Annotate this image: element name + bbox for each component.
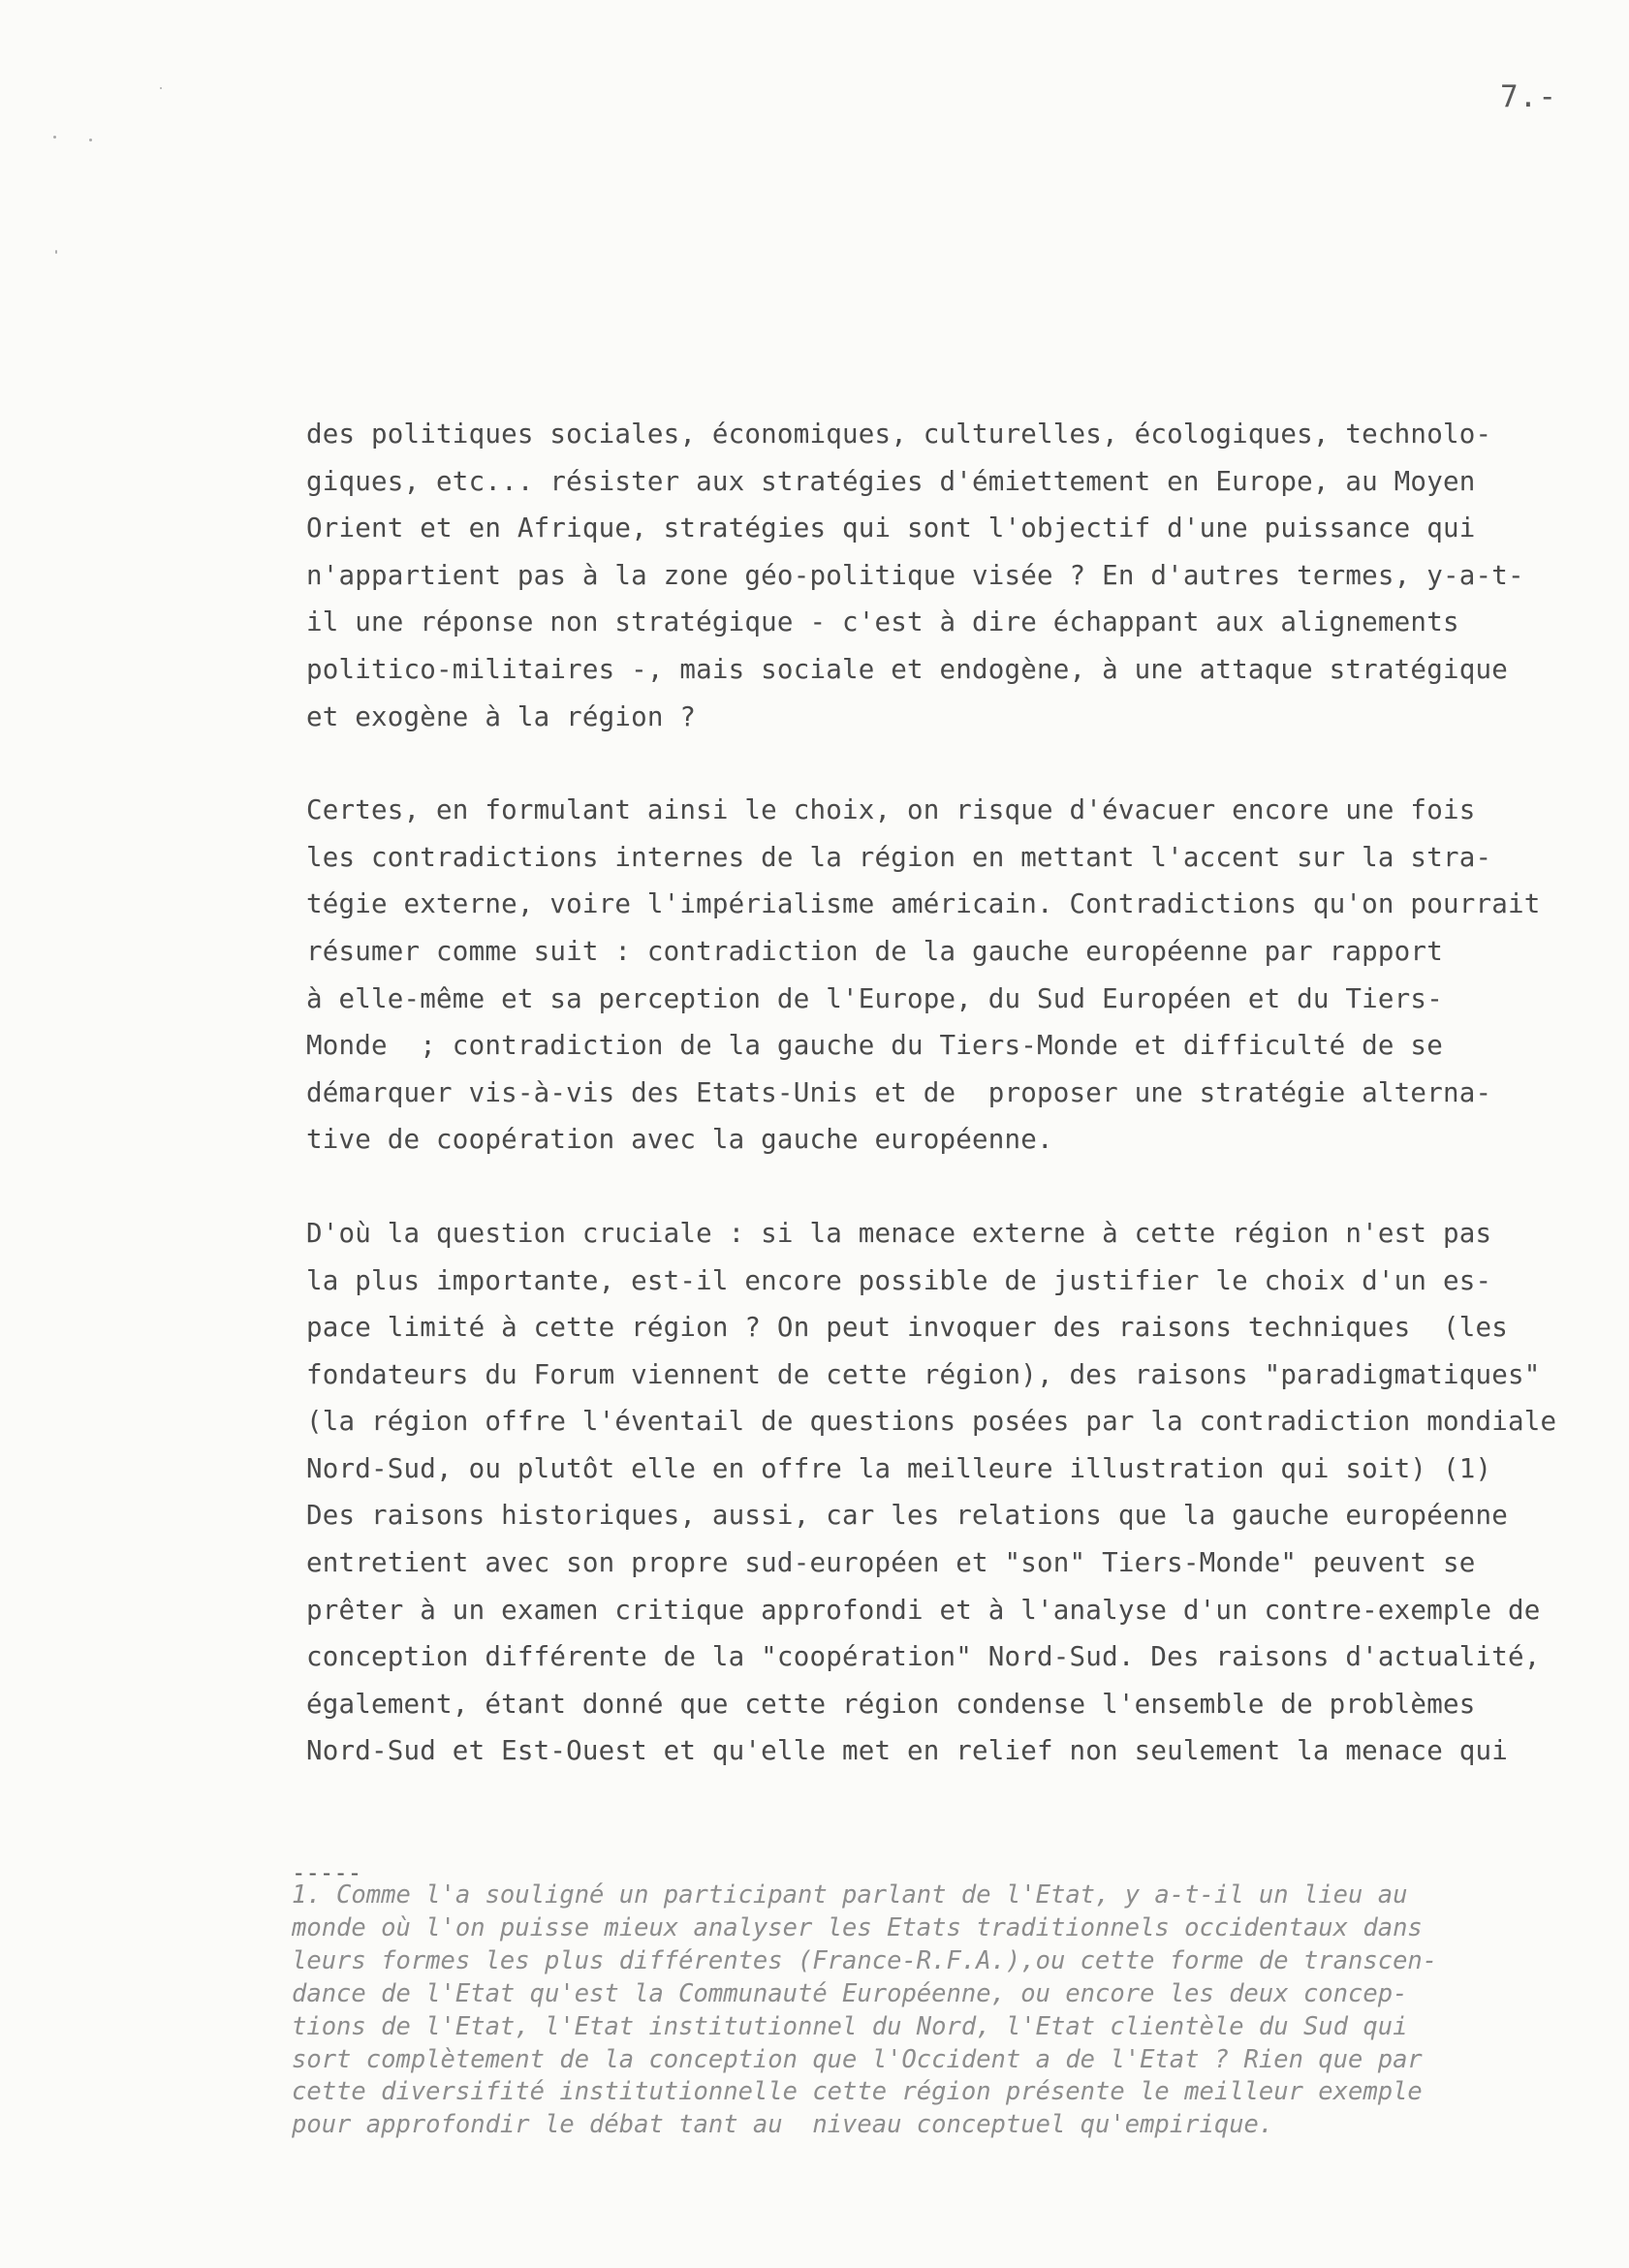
text-line: prêter à un examen critique approfondi et à l'analyse d'un contre-exemple de <box>306 1594 1541 1626</box>
text-line: Nord-Sud, ou plutôt elle en offre la meilleure illustration qui soit) (1) <box>306 1452 1492 1484</box>
text-line: Des raisons historiques, aussi, car les relations que la gauche européenne <box>306 1500 1508 1532</box>
footnote-line: leurs formes les plus différentes (France-R.F.A.),ou cette forme de transcen- <box>292 1945 1438 1975</box>
text-line: (la région offre l'éventail de questions posées par la contradiction mondiale <box>306 1406 1557 1438</box>
text-line: les contradictions internes de la région en mettant l'accent sur la stra- <box>306 841 1492 873</box>
footnote <box>292 1880 1551 2142</box>
footnote-line: pour approfondir le débat tant au niveau conceptuel qu'empirique. <box>292 2110 1274 2140</box>
text-line: démarquer vis-à-vis des Etats-Unis et de proposer une stratégie alterna- <box>306 1076 1492 1108</box>
text-line: des politiques sociales, économiques, culturelles, écologiques, technolo- <box>306 419 1492 450</box>
text-line: également, étant donné que cette région condense l'ensemble de problèmes <box>306 1688 1476 1720</box>
footnote-line: cette diversifité institutionnelle cette région présente le meilleur exemple <box>292 2077 1423 2107</box>
text-line: il une réponse non stratégique - c'est à dire échappant aux alignements <box>306 606 1459 638</box>
text-line: la plus importante, est-il encore possible de justifier le choix d'un es- <box>306 1264 1492 1296</box>
text-line: entretient avec son propre sud-européen et "son" Tiers-Monde" peuvent se <box>306 1547 1476 1579</box>
text-line: tégie externe, voire l'impérialisme américain. Contradictions qu'on pourrait <box>306 888 1541 920</box>
text-line: conception différente de la "coopération" Nord-Sud. Des raisons d'actualité, <box>306 1641 1541 1673</box>
text-line: tive de coopération avec la gauche européenne. <box>306 1124 1053 1156</box>
text-line: fondateurs du Forum viennent de cette région), des raisons "paradigmatiques" <box>306 1358 1541 1390</box>
text-line: pace limité à cette région ? On peut invoquer des raisons techniques (les <box>306 1312 1508 1344</box>
footnote-line: 1. Comme l'a souligné un participant parlant de l'Etat, y a-t-il un lieu au <box>292 1880 1408 1910</box>
text-line: à elle-même et sa perception de l'Europe, du Sud Européen et du Tiers- <box>306 982 1443 1014</box>
text-line: giques, etc... résister aux stratégies d'émiettement en Europe, au Moyen <box>306 465 1476 497</box>
text-line: politico-militaires -, mais sociale et endogène, à une attaque stratégique <box>306 653 1508 685</box>
paragraph-3 <box>306 1210 1557 1775</box>
paragraph-1 <box>306 411 1524 740</box>
text-line: et exogène à la région ? <box>306 700 697 732</box>
page-number: 7.- <box>1500 79 1557 114</box>
footnote-line: tions de l'Etat, l'Etat institutionnel du Nord, l'Etat clientèle du Sud qui <box>292 2011 1408 2041</box>
footnote-line: monde où l'on puisse mieux analyser les Etats traditionnels occidentaux dans <box>292 1912 1423 1942</box>
footnote-line: dance de l'Etat qu'est la Communauté Européenne, ou encore les deux concep- <box>292 1978 1408 2008</box>
text-line: Orient et en Afrique, stratégies qui sont l'objectif d'une puissance qui <box>306 513 1476 544</box>
body-text <box>306 411 1557 1775</box>
text-line: résumer comme suit : contradiction de la gauche européenne par rapport <box>306 935 1443 967</box>
footnote-separator: ----- <box>292 1859 362 1886</box>
text-line: Certes, en formulant ainsi le choix, on risque d'évacuer encore une fois <box>306 794 1476 826</box>
text-line: D'où la question cruciale : si la menace externe à cette région n'est pas <box>306 1217 1492 1249</box>
paragraph-2 <box>306 787 1541 1164</box>
text-line: Monde ; contradiction de la gauche du Tiers-Monde et difficulté de se <box>306 1030 1443 1062</box>
text-line: Nord-Sud et Est-Ouest et qu'elle met en relief non seulement la menace qui <box>306 1735 1508 1767</box>
text-line: n'appartient pas à la zone géo-politique visée ? En d'autres termes, y-a-t- <box>306 559 1524 591</box>
footnote-line: sort complètement de la conception que l'Occident a de l'Etat ? Rien que par <box>292 2044 1423 2074</box>
